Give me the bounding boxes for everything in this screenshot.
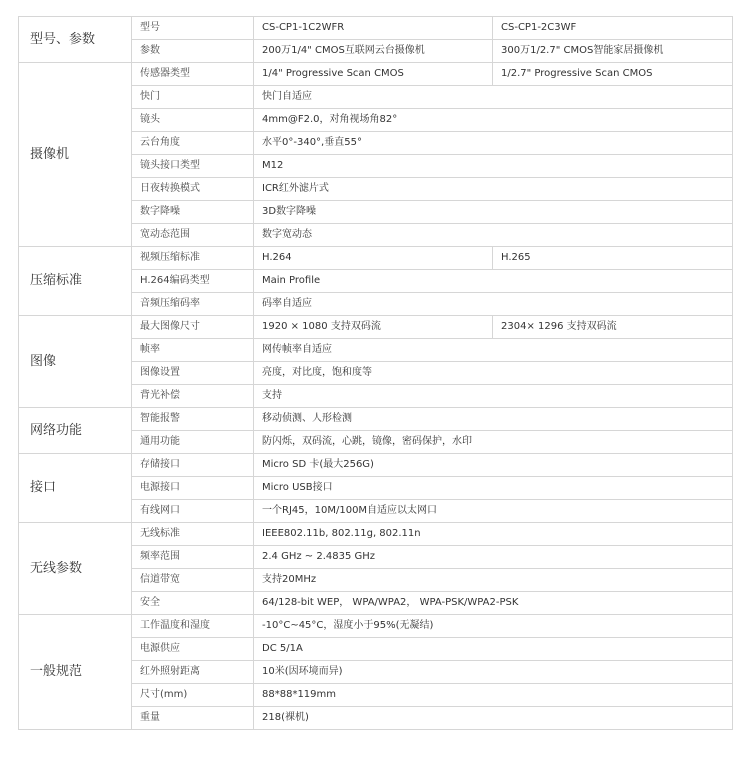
value-cell: 一个RJ45，10M/100M自适应以太网口	[254, 500, 733, 523]
param-label-cell: 智能报警	[132, 408, 254, 431]
value-cell-model-2: CS-CP1-2C3WF	[493, 17, 733, 40]
value-cell-model-1: 1920 × 1080 支持双码流	[254, 316, 493, 339]
category-cell: 一般规范	[19, 615, 132, 730]
param-label-cell: 镜头	[132, 109, 254, 132]
param-label-cell: 镜头接口类型	[132, 155, 254, 178]
table-row	[19, 523, 733, 546]
value-cell-model-2: H.265	[493, 247, 733, 270]
value-cell: 10米(因环境而异)	[254, 661, 733, 684]
param-label-cell: 音频压缩码率	[132, 293, 254, 316]
value-cell: Micro USB接口	[254, 477, 733, 500]
value-cell: 支持20MHz	[254, 569, 733, 592]
value-cell: 64/128-bit WEP， WPA/WPA2， WPA-PSK/WPA2-PSK	[254, 592, 733, 615]
category-cell: 网络功能	[19, 408, 132, 454]
category-cell: 压缩标准	[19, 247, 132, 316]
param-label-cell: 图像设置	[132, 362, 254, 385]
param-label-cell: 背光补偿	[132, 385, 254, 408]
value-cell: 移动侦测、人形检测	[254, 408, 733, 431]
param-label-cell: 频率范围	[132, 546, 254, 569]
value-cell: Main Profile	[254, 270, 733, 293]
param-label-cell: 信道带宽	[132, 569, 254, 592]
value-cell: 快门自适应	[254, 86, 733, 109]
value-cell-model-1: 1/4" Progressive Scan CMOS	[254, 63, 493, 86]
param-label-cell: 电源接口	[132, 477, 254, 500]
category-cell: 型号、参数	[19, 17, 132, 63]
value-cell-model-2: 1/2.7" Progressive Scan CMOS	[493, 63, 733, 86]
spec-table	[18, 16, 733, 730]
value-cell: 支持	[254, 385, 733, 408]
value-cell: 88*88*119mm	[254, 684, 733, 707]
table-row	[19, 454, 733, 477]
value-cell: DC 5/1A	[254, 638, 733, 661]
value-cell: 码率自适应	[254, 293, 733, 316]
table-row	[19, 17, 733, 40]
param-label-cell: 数字降噪	[132, 201, 254, 224]
value-cell: M12	[254, 155, 733, 178]
table-row	[19, 615, 733, 638]
table-row	[19, 63, 733, 86]
value-cell-model-2: 2304× 1296 支持双码流	[493, 316, 733, 339]
param-label-cell: 日夜转换模式	[132, 178, 254, 201]
param-label-cell: 安全	[132, 592, 254, 615]
value-cell: 3D数字降噪	[254, 201, 733, 224]
table-row	[19, 316, 733, 339]
value-cell: 网传帧率自适应	[254, 339, 733, 362]
param-label-cell: 快门	[132, 86, 254, 109]
param-label-cell: 红外照射距离	[132, 661, 254, 684]
spec-table-body	[19, 17, 733, 730]
param-label-cell: 无线标准	[132, 523, 254, 546]
param-label-cell: 重量	[132, 707, 254, 730]
value-cell-model-2: 300万1/2.7" CMOS智能家居摄像机	[493, 40, 733, 63]
param-label-cell: H.264编码类型	[132, 270, 254, 293]
value-cell: -10°C~45°C，湿度小于95%(无凝结)	[254, 615, 733, 638]
value-cell: 218(裸机)	[254, 707, 733, 730]
param-label-cell: 宽动态范围	[132, 224, 254, 247]
param-label-cell: 工作温度和湿度	[132, 615, 254, 638]
value-cell: 水平0°-340°,垂直55°	[254, 132, 733, 155]
value-cell-model-1: 200万1/4" CMOS互联网云台摄像机	[254, 40, 493, 63]
param-label-cell: 传感器类型	[132, 63, 254, 86]
param-label-cell: 参数	[132, 40, 254, 63]
value-cell: 数字宽动态	[254, 224, 733, 247]
table-row	[19, 247, 733, 270]
param-label-cell: 最大图像尺寸	[132, 316, 254, 339]
param-label-cell: 型号	[132, 17, 254, 40]
value-cell: 防闪烁，双码流，心跳，镜像，密码保护，水印	[254, 431, 733, 454]
value-cell: ICR红外滤片式	[254, 178, 733, 201]
value-cell: 亮度，对比度，饱和度等	[254, 362, 733, 385]
value-cell-model-1: H.264	[254, 247, 493, 270]
param-label-cell: 云台角度	[132, 132, 254, 155]
value-cell-model-1: CS-CP1-1C2WFR	[254, 17, 493, 40]
value-cell: 2.4 GHz ~ 2.4835 GHz	[254, 546, 733, 569]
table-row	[19, 408, 733, 431]
param-label-cell: 有线网口	[132, 500, 254, 523]
param-label-cell: 电源供应	[132, 638, 254, 661]
category-cell: 无线参数	[19, 523, 132, 615]
value-cell: Micro SD 卡(最大256G)	[254, 454, 733, 477]
category-cell: 接口	[19, 454, 132, 523]
value-cell: IEEE802.11b, 802.11g, 802.11n	[254, 523, 733, 546]
category-cell: 摄像机	[19, 63, 132, 247]
param-label-cell: 视频压缩标准	[132, 247, 254, 270]
param-label-cell: 通用功能	[132, 431, 254, 454]
param-label-cell: 帧率	[132, 339, 254, 362]
category-cell: 图像	[19, 316, 132, 408]
value-cell: 4mm@F2.0，对角视场角82°	[254, 109, 733, 132]
param-label-cell: 尺寸(mm)	[132, 684, 254, 707]
param-label-cell: 存储接口	[132, 454, 254, 477]
